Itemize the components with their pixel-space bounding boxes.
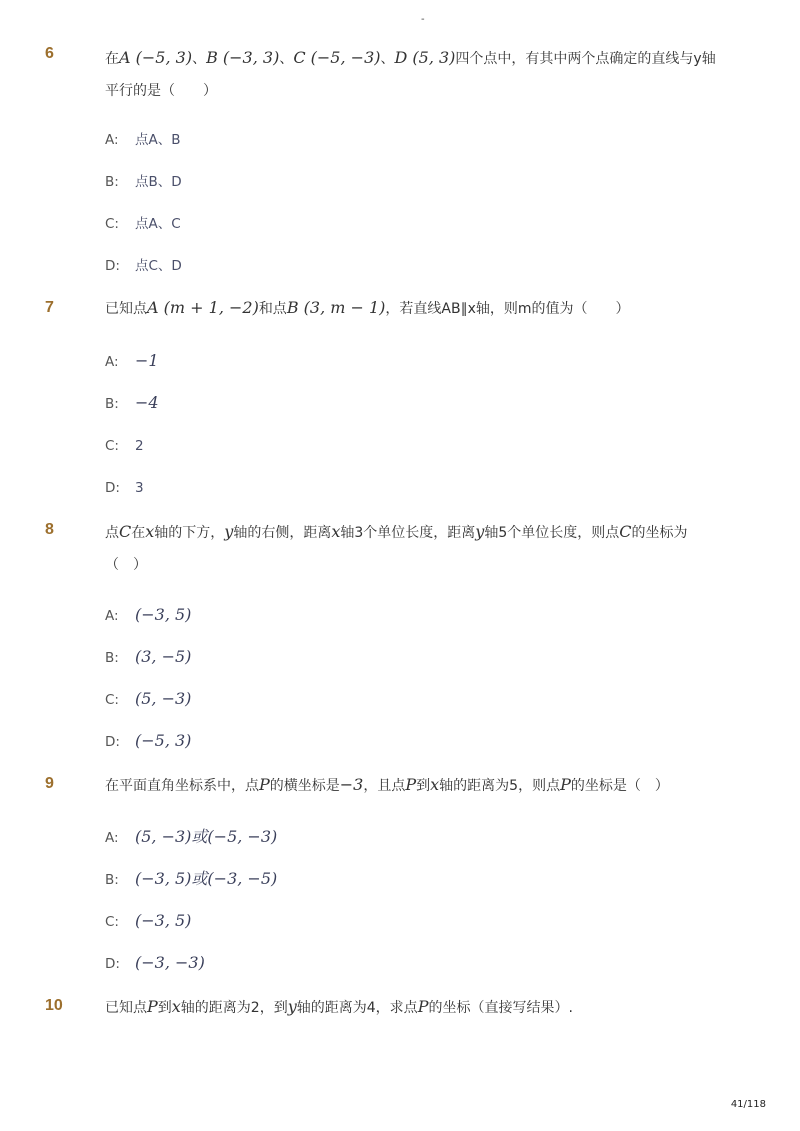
option-value: (−5, 3) <box>135 731 192 750</box>
stem-text: ，且点 <box>363 778 406 794</box>
option-a[interactable] <box>105 351 159 372</box>
option-b[interactable] <box>105 393 159 414</box>
option-label: D: <box>105 734 120 750</box>
option-d[interactable] <box>105 731 191 752</box>
option-value: 点A、B <box>135 132 181 148</box>
option-value: −4 <box>135 393 159 412</box>
question-stem <box>105 769 720 802</box>
stem-text: 轴的下方， <box>154 525 225 541</box>
question-stem <box>105 292 720 325</box>
option-value: (5, −3)或(−5, −3) <box>135 827 278 846</box>
math-expression: A (m + 1, −2) <box>147 298 259 317</box>
math-expression: x <box>145 522 155 541</box>
stem-text: 轴5个单位长度，则点 <box>484 525 620 541</box>
question-number: 9 <box>45 775 54 792</box>
option-value: (−3, 5) <box>135 911 192 930</box>
option-label: A: <box>105 830 119 846</box>
option-d[interactable] <box>105 478 144 498</box>
option-label: C: <box>105 914 119 930</box>
math-expression: B (−3, 3) <box>206 48 280 67</box>
stem-text: 、 <box>380 51 395 67</box>
math-expression: B (3, m − 1) <box>286 298 386 317</box>
math-expression: y <box>287 997 297 1016</box>
stem-text: 的坐标为（ ） <box>105 525 688 573</box>
math-expression: P <box>560 775 571 794</box>
option-value: (5, −3) <box>135 689 192 708</box>
option-label: D: <box>105 258 120 274</box>
option-label: B: <box>105 174 119 190</box>
option-value: 点B、D <box>135 174 182 190</box>
stem-text: 轴的距离为4，求点 <box>296 1000 418 1016</box>
option-value: (−3, 5)或(−3, −5) <box>135 869 278 888</box>
stem-text: 的横坐标是 <box>269 778 340 794</box>
question-number: 6 <box>45 45 54 62</box>
page-number: 41/118 <box>730 1099 766 1110</box>
option-b[interactable] <box>105 647 191 668</box>
math-expression: C (−5, −3) <box>293 48 381 67</box>
question-stem <box>105 516 720 581</box>
option-label: D: <box>105 956 120 972</box>
math-expression: C <box>119 522 132 541</box>
stem-text: 到 <box>157 1000 172 1016</box>
math-expression: C <box>619 522 632 541</box>
stem-text: 在平面直角坐标系中，点 <box>105 778 259 794</box>
option-value: (−3, −3) <box>135 953 205 972</box>
option-b[interactable] <box>105 172 182 192</box>
option-value: 点C、D <box>135 258 182 274</box>
question-number: 10 <box>45 997 63 1014</box>
math-expression: D (5, 3) <box>394 48 456 67</box>
stem-text: 、 <box>279 51 294 67</box>
option-a[interactable] <box>105 130 181 150</box>
option-c[interactable] <box>105 436 144 456</box>
stem-text: 轴3个单位长度，距离 <box>340 525 476 541</box>
math-expression: y <box>224 522 234 541</box>
option-label: B: <box>105 872 119 888</box>
math-expression: −3 <box>339 775 364 794</box>
math-expression: A (−5, 3) <box>119 48 193 67</box>
option-label: B: <box>105 650 119 666</box>
top-mark: - <box>421 14 425 25</box>
option-d[interactable] <box>105 256 182 276</box>
option-label: C: <box>105 438 119 454</box>
question-stem <box>105 991 720 1024</box>
stem-text: 已知点 <box>105 1000 147 1016</box>
stem-text: 轴的右侧，距离 <box>233 525 332 541</box>
question-stem <box>105 42 720 107</box>
question-number: 7 <box>45 299 54 316</box>
stem-text: ，若直线AB∥x轴，则m的值为（ ） <box>385 301 630 317</box>
option-b[interactable] <box>105 869 277 890</box>
option-label: D: <box>105 480 120 496</box>
math-expression: y <box>475 522 485 541</box>
stem-text: 已知点 <box>105 301 147 317</box>
stem-text: 的坐标是（ ） <box>570 778 669 794</box>
math-expression: x <box>331 522 341 541</box>
stem-text: 到 <box>416 778 431 794</box>
stem-text: 点 <box>105 525 119 541</box>
math-expression: x <box>430 775 440 794</box>
stem-text: 在 <box>105 51 119 67</box>
math-expression: x <box>171 997 181 1016</box>
option-c[interactable] <box>105 911 191 932</box>
math-expression: P <box>259 775 270 794</box>
stem-text: 的坐标（直接写结果）. <box>428 1000 573 1016</box>
math-expression: P <box>147 997 158 1016</box>
option-c[interactable] <box>105 689 191 710</box>
stem-text: 在 <box>131 525 146 541</box>
option-value: (−3, 5) <box>135 605 192 624</box>
stem-text: 轴的距离为5，则点 <box>439 778 561 794</box>
option-value: 点A、C <box>135 216 181 232</box>
question-number: 8 <box>45 521 54 538</box>
option-a[interactable] <box>105 827 277 848</box>
option-value: −1 <box>135 351 159 370</box>
option-label: A: <box>105 354 119 370</box>
option-label: C: <box>105 692 119 708</box>
option-value: 3 <box>135 480 144 496</box>
stem-text: 轴的距离为2，到 <box>180 1000 288 1016</box>
option-label: A: <box>105 132 119 148</box>
math-expression: P <box>405 775 417 794</box>
math-expression: P <box>417 997 429 1016</box>
option-a[interactable] <box>105 605 191 626</box>
option-c[interactable] <box>105 214 181 234</box>
option-label: A: <box>105 608 119 624</box>
option-value: (3, −5) <box>135 647 192 666</box>
option-d[interactable] <box>105 953 205 974</box>
option-label: B: <box>105 396 119 412</box>
option-value: 2 <box>135 438 144 454</box>
stem-text: 和点 <box>258 301 287 317</box>
stem-text: 四个点中，有其中两个点确定的直线与y轴平行的是（ ） <box>105 51 716 99</box>
option-label: C: <box>105 216 119 232</box>
stem-text: 、 <box>192 51 207 67</box>
